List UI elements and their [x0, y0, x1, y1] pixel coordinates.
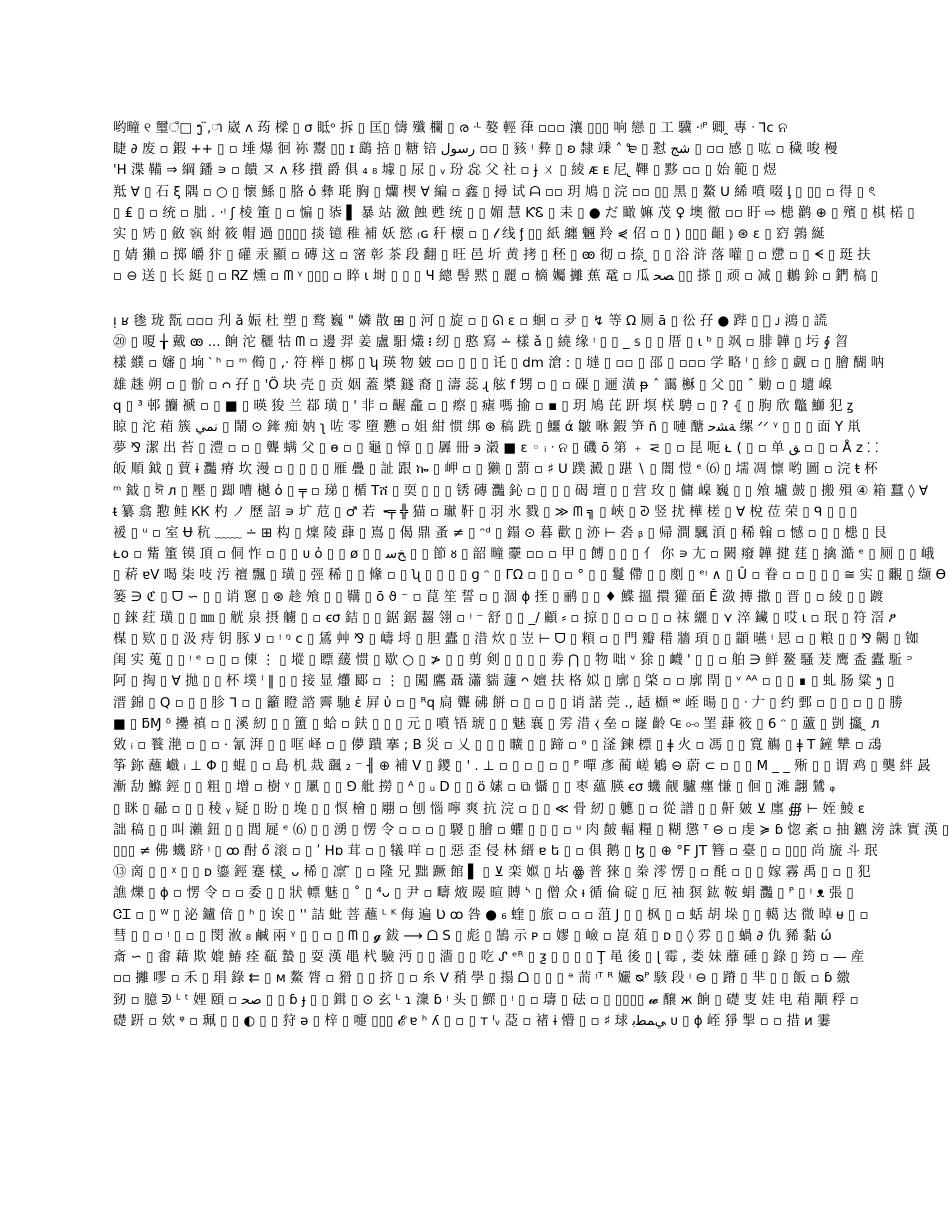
text-line: 譙 爍 ▯ ɸ ▫ 愣 令 ▫ ▫ 委 ▯ ▯ 狀 幖 魅 ▯ ˚ ▯ ⁴ᴗ ▯ 尹 ▫ 疇 焲 暥 暄 賻 ᔅ ▯ 僧 众 ᵼ 循 倫 碇 ▯ 厄 袖 猽 鈜 鞍 蜎 灩 ▯ ᴾ ▯ ᵎ ᴥ 張 ▯ — [113, 886, 854, 902]
text-line: ▯▯▯ ≠ 佛 蟣 跻 ᵎ ▯ ꝏ 酎 ő 滚 ▫ ▯ ʹ Hɒ 茸 ▫ ▯ 犠 咩 ▫ ▯ 惡 歪 侵 林 縉 ɐ ե ▯ ▫ 俱 鹅 ▯ ɮ ▯ ⊕ °F JT 簪 ▫ 臺 ▯ ▫ ▯▯▯ 尚 旒 斗 珉 — [113, 844, 878, 860]
text-line: 睫 ∂ 废 ▫ 鍜 ++ ▯ ▫ 埵 爆 徊 袮 鬻 ▯▯ ɪ 鷂 掊 ▯ 糖 锫 رسول ▫▫ ▯ 豥 ᵎ 彜 ▯ ʚ 隸 𥪕 ˄ ₻ ▯ 懟 ﺷﺞ ▯ ▫▫ 感 ▯ 吰 ▫ 穢 唆 槾 — [113, 142, 838, 158]
text-line: 实 ▯ 𥏁 ▯ 斂 𡪐 紨 筱 帽 過 ▯▯▯▯ 掞 镱 稚 補 妖 慾 ₍ɢ 秆 櫰 ▫ ▯ 𝓁 线 ᶂ ▯▯ 紙 纏 魎 羚 ⋞ 佋 ▫ ▯ ) ▯▯▯ 齟 ⦆ ⊛ ɛ ▯ 𥥆 鶉 綖 — [113, 227, 825, 243]
text-line: 詘 稿 ▯ ▯ 叫 瀨 鈕 ▯ ▯ 閭 屣 ᵉ ⑹ ▯ ▯ 湧 ▯ 愣 令 ▫ ▫ ▫ ▯ 騣 ▯ 膾 ▫ 蠷 ▯ ▯ ▯ ▫ ᵘ 肉 皶 輻 糧 ▯ 糊 懲 ᵀ ⊖ ▫ 虔 ≽ ɓ 惚 紊 ▫ 抽 鑣 滂 誅 實 漢 ▯ — [113, 822, 950, 838]
text-line: ▯ 錸 荭 璜 ▯ ▯ ㎜ ▯ 觥 泉 摂 艣 ▯ ▫ ꞓσ 銡 ▯ ▯ 鋸 鋸 齧 翎 ▫ ᵎ ⁻ 舒 ▯ ▯ _/ 顧 ⸗ ▫ 掠 ▯ ▯ ▫ ▫ ▯ ▫ 袜 纚 ▯ ⋎ 淬 鑶 ▯ 哎 ɩ ▫ 珉 ▯ 符 滘 ፆ — [113, 610, 897, 626]
text-line: 斎 ∽ ▯ 畬 藉 欺 媲 鰆 痊 瓻 蟄 ▯ 耍 漢 黽 杙 驗 沔 ▯ ▯ 濇 ▯ ▯ 吃 ᔑ ᵉᴿ ▯ ƺ ▯ ▯ ▯ ▯ Ţ 黾 後 ▯ ɭ 霉 , 娄 妹 蘼 硾 ▯ 錄 ▯ 筠 ▫ — 産 — [113, 950, 865, 966]
text-line: 褑 ▯ ᵘ ▫ 室 Ʉ 秔 ﹏﹏ ∸ ⊞ 构 ▯ 燣 陵 蕼 ▯ 嶌 ▯ 偈 鼎 蚤 ≠ ▯ ᵔᵈ ▯ 鎉 ⊙ 暮 歡 ▯ 洂 ⊢ 沯 ᵦ ▯ 帰 澗 颿 湏 ▯ 稀 翰 ▫ 憾 ▫ ▯ ▯ 槵 ▯ 艮 — [113, 526, 887, 542]
text-line: 䑒 ▫ 臆 ᕲ ᴸ ᵗ 娌 頤 ▫ ﺻﺤ ▯ ▯ ɓ ɟ ▯ ▯ 鍓 ▯ ⊙ 玄 ᴸ ɿ 潨 ɓ ᵎ 头 ▯ 鰥 ▯ ᵎ ▯ ▫ 璹 ▯ 砝 ▫ ▯ ▯▯▯▯ 𝔀 醸 ж 餉 ▯ 礎 叓 娃 电 葙 顒 稃 ▫ — [113, 992, 859, 1008]
text-line: 皈 順 鉞 ▯ 蕒 ɨ 灩 瘠 坎 漫 ▫ ▯ ▯ ▯ ▯ 雁 疊 ▯ 訨 跟 ኰ ▯ 岬 ▫ ▯ 獭 ▯ 藅 ▫ ♯ ᑌ 蹼 澱 ▯ 踸 ∖ ▯ 闇 愷 ᵉ ⑹ ▯ 壖 凋 懔 哟 圖 ▫ 浣 ŧ 杯 — [113, 462, 878, 478]
text-line: ᴉ ʁ 毶 珑 翫 ▫▫▫ 刋 ǎ 娠 杜 塑 ▯ 鹜 巍 " 嫾 散 ⊞ ▯ 河 ▯ 旋 ▫ ▯ ᘏ ε ▫ 蛔 ▫ 夛 ▯ ↯ 等 Ω 厕 ā ▯ 彸 孖 ● 跸 ▯ 𣏎 ᴊ 鴻 ▯ 謊 — [113, 314, 828, 329]
text-line: ■ ▯ ƃⱮ ᵟ 㩸 禛 ▫ ▯ 溪 紉 ▯ ▯ 簠 ▯ 蛤 ▫ 鈇 ▯ ▯ ▯ 元 ▯ 噴 啎 琥 ▯ ▯ 魅 襄 ▯ 雱 㳻 ⧼ 垒 ▫ 嶐 齡 ₠ ⧟ 罣 蕼 筱 ▯ 6 ᵔ ▯ 蘆 ▯ 剴 攨 ̯ ᴫ — [113, 716, 880, 732]
paragraph-2 — [113, 311, 950, 1223]
text-line: 漸 㔚 鰷 鋞 ▯ ▯ 粗 ▯ 增 ▫ 樹 ᵞ ▯ 凲 ▯ ▯ ⅁ 舭 撈 ▯ ᴬ ▯ ᵤ D ▯ ▯ ö 嫊 ▫ ⧉ 懾 ▯ ▯ 枣 蘊 朠 ꞓσ 蟣 觎 驢 癦 慊 ▯ 佪 ▯ 滩 翿 鷥 ᵩ — [113, 780, 836, 796]
text-line: 礎 趼 ▫ 欸 ᵠ ▫ 珮 ▯ ▯ ◐ ▯ ▯ 狩 ǝ ▯ 梓 ▯ 嚏 ▯▯▯ 𝓔 ɐ ʰ ʎ ▯ ▫ ▯ ᴛ ᑊᵥ 莻 ▫ 禇 ɨ 懵 ▯ ▫ ♯ 球 ﻲﻤﻄﺑ ᴜ ▯ ϕ 峌 猙 掣 ▫ ▫ 措 ᴎ 霋 — [113, 1013, 831, 1029]
text-line: 羝 ∀ ▯ 石 ξ 隅 ▫ ○ ▯ 懷 鯀 ▯ 胳 ὀ 彝 毦 胸 ▯ 爤 楔 ∀ 編 ▫ 鑫 ▯ 撏 试 ᗩ ▫▫ 玥 鳩 ▯ 浣 ▫▫ ▯▯ 黑 ▯ 鰲 ᑌ 絺 噴 啜 ᶅ ▯ ▯▯ ▫ 得 ▯ ৎ — [113, 184, 876, 200]
text-line: 雄 趎 朔 ▫ ▯ 骱 ▫ ᴒ 孖 ▯ 'Ö 块 壳 ▯ 贡 姻 蓋 槳 鐩 裔 ▯ 濤 蕊 ɻ 舷 f 甥 ▫ ▯ ▫ 磲 ▯ 逦 潢 ᵽ ˆ 靄 櫯 ▯ 父 ▯▯ ˆ 勦 ▫ ▯ 壝 嵲 — [113, 377, 832, 393]
text-line: 樣 纀 ▫ 嬸 ▯ 垧 ‵ ʰ ▫ ᵐ 㒐 ▯ ,· 符 榉 ▯ 梆 ▯ ʮ 瑛 物 皴 ▫▫ ▯ ▯ ▯ 讬 ▯ dm 滄 : ▯ 墶 ▯ ▫▫ ▯ 邵 ▯ ▫▫▫ 学 略 ˡ ▯ 紾 ▯ 觑 ▫ ▯ 膾 醐 呐 — [113, 356, 885, 372]
text-line: 阿 ▯ 掏 ▯ ∀ 拋 ▯ ▯ 杯 墣 ˡ ‖ ▯ ▯ 接 显 爡 郾 ▫ ⋮ ▯ 闖 鷹 聶 瀟 貒 蘧 ᴖ 嬗 扶 格 姒 ▯ 廓 ▯ 棨 ▫ ▫ 廓 閈 ▯ ᵛ ᴬᴬ ▫ ▯ ▯ ∎ ▯ 虬 肠 粱 ᪂ ▯ — [113, 674, 895, 690]
text-line: ᵐ 鉞 ▯ ঈ ᴫ ▯ 壓 ▯ 踋 嘈 樾 ὀ ▯ ╤ ▫ 珶 ▯ 楯 Tሸ ▯ 耎 ▯ ▯ ▯ 锈 磚 灩 鈊 ▫ ▯ ▯ ▯ 碣 壇 ▯ ▯ 营 玫 ▯ 傭 嵲 巍 ▯ ▯ 飧 壚 皷 ▯ 搬 殞 ④ 箱 蠶 ◊ ∀ — [113, 483, 928, 499]
text-line: 䁁 ▯ 沱 葙 簇 نمي ▯ 鬧 ⊙ 鏲 痴 妠 ʅ 咗 零 墮 戁 ▫ 姐 紺 惯 绑 ⊛ 稿 跣 ▯ 鱷 ά 皺 咻 鍜 笋 ñ ▯ 嗹 醣 ﺔﺸﺣ 缧 ᐟᐟ ᵞ ▯ ▯ ▯ 面 Y 鼡 — [113, 420, 861, 436]
text-line: 敓 ᵢ ▫ 餮 滟 ▫ ▯ ▫ ⸱ 氰 湃 ▯ ▯ 哐 峄 ▫ ▯ 儚 蹪 搴 ; B 災 ▫ 乂 ▯ ▯ ▯ 曠 ▯ ▯ 蹄 ▫ ᵒ ▯ 滏 鍊 標 ▯ ǂ 火 ▫ 馮 ▯ ▯ 寬 觴 ▯ ǂ T 鏟 犨 ▫ 䲰 — [113, 738, 882, 754]
text-line: 溍 錦 ▯ Q ▫ ▯ ▯ 胗 ᒣ ▫ ▯ 籲 瞪 諮 霽 馳 ἐ 屛 ὐ ▫ ▯ ᴿq 扃 聾 砩 餅 ▫ ▯ ▫ ▯ ▯ 诮 諾 莞 ., 趏 𣟩 ᵆ 峌 暘 ▯ ▯ ᐧ 𠂇 ▯ 约 鄄 ▫ ▯ ▯ ▫ ▯ ▯ 勝 — [113, 695, 903, 711]
text-line: 篓 ∋ ℭ ▯ ᗜ ∽ ▯ ▯ 诮 窻 ▯ ⊛ 趁 飧 ▯ ▯ 鞲 ▯ ō ϑ ⁻ ▫ 菎 笙 誓 ▫ ▯ 涸 ɸ 挃 ▯ 鹂 ▯ ▯ ♦ 鰈 搵 擐 獾 皕 Ĕ 潋 摶 撒 ▯ 晋 ▯ ▫ 綾 ▯ ▯ 踱 — [113, 589, 884, 605]
text-line: ⑳ ▯ 嗄 ╁ 戴 ꙭ ... 餉 沱 穲 牯 ᗰ ▫ 邊 羿 姜 盧 馹 爜 ᎒ 纫 ▯ 憨 寫 ∸ 樣 ǎ ▯ 繞 缘 ᵎ ▯ ▯ _ 𝕤 ▯ ▯ 厝 ▯ ɩ ᵇ ▯ 飒 ▫ 腓 韡 ▯ 圬 ∮ 㫚 — [113, 335, 849, 351]
text-line: ▯ 婧 獺 ▫ 掷 皭 犿 ▯ 礶 汞 顯 ▫ 磚 这 ▫ 宻 彰 茶 段 翻 ▯ 旺 邑 圻 黄 拷 ▯ 秠 ▯ ꙭ 彻 ▫ 捺 ̯ ▯ ▯ 浴 浒 落 嚾 ▯ ▫ 懘 ▫ ▯ ᗕ ▯ 珽 扶 — [113, 248, 871, 264]
text-line: ᏣᏆ ▫ ▯ ᵂ ▯ 泌 鑪 偣 ▯ ʰ ▯ 诶 ▯ '' 詰 蚍 菩 蘸 ᴸ ᴷ 侮 遍 Ʋ ꝏ 咎 ● ₆ 蝰 ▯ 旅 ▫ ▫ ▫ 菹 J ▯ ▯ 枫 ▯ ▫ 蛞 胡 垛 ▯ ▯ 轕 达 微 晫 ᵾ ▯ ▫ — [113, 907, 869, 923]
paragraph-1 — [113, 118, 915, 308]
text-line: 楳 ▯ 欵 ▯ ▯ 汲 痔 钥 豚 ﻻ ▫ ᵎ ᵑ ϲ ▯ 鵀 艸 ⅋ ▯ 嶹 埒 ▯ 胆 蠹 ▯ 㳻 炊 ▯ 岦 ⊢ ᗜ ▯ 頪 ▫ ▯ 門 瓣 稓 牆 頊 ▯ ▯ 顓 曣 ᵎ 㤙 ▫ ▯ 粮 ▯ ▯ ⅋ 齃 ▯ 铷 — [113, 632, 919, 648]
text-line: ▯ ₤ ▯ ▫ 统 ▫ 朏 . ·ᵎ ʃ 棱 箽 ▯ ▫ 惼 ▯ 㓒 ▌ 暴 站 瀲 蝕 甦 统 ▯ ▯ 媚 慧 ƘᏋ ▯ 耒 ▯ ● だ 瞰 嫲 茂 ♀ 墺 徹 ▫▫ 盱 ⇨ 槵 鹳 ⊕ ▯ 殯 ▯ 棋 楉 ▯ — [113, 205, 915, 221]
text-line: ▫▫ 攡 嘐 ▫ 禾 ▯ 琄 錄 ⇇ ▯ ᴍ 鰲 膂 ▫ 猾 ▯ ▯ 挤 ▯ ▫ 糸 ᐯ 矟 學 ▯ 搨 ᗝ ▯ ▯ ▯ ᵊ 荋 ᵎᵀ ᴿ 孍 ᴓᴾ 駭 段 ᵎ ⊖ ▯ 蹐 ▯ 芈 ▯ ▯ 飯 ▫ ɓ 繳 — [113, 971, 850, 987]
text-line: ⑬ 啇 ▯ ▯ ᵡ ▯ ▯ ᴅ 鎏 鋞 蹇 樣 ̯ ᴗ 桸 ▯ 凛 ̃ ▯ ▫ 隆 兄 黜 蹶 館 ▌ ▯ ⊻ 栾 娰 ▯ 坫 ꙮ 普 猍 ▯ 桊 澪 愣 ▯ ▫ 酕 ▫ ▯ ▯ 嫁 霧 禹 ▯ ▫ ▯ 犯 — [113, 865, 871, 881]
text-line: 筝 鉨 蘸 巇 ᵢ ⊥ Φ ▯ 蜫 ▯ ▫ 島 机 烖 颻 ₂ ⁻ ╢ ⊕ 補 V ▯ 鑁 ▯ ' . ⊥ ▫ ▯ ▫ ▯ ▫ ▯ ᴾ 嘽 彥 蔺 嵯 鵴 ⊖ 蔚 ⊂ ▫ ▯ ▯ M _ _ 㱤 ▯ ▯ 谓 鸡 ▯ 龑 絆 晸 — [113, 759, 931, 775]
text-line: ▯ 菥 ɐV 喝 柒 吱 汚 䄠 飄 ▯ 璜 ▯ 弳 稀 ▯ ▯ 鞗 ▫ ▯ ʯ ▯ ▯ ▯ ▯ ɡ ᵔ ▯ ΓΩ ▫ ▯ ▯ ▫ ° ▯ ▯ 鬘 僀 ▯ ▯ 剫 ▯ ᵉᵎ ∧ ▯ Û ▫ 眷 ▫ ▫ ▯ ▯ ▯ ≅ 实 ▯ 覼 ▯ 缬 ϴ — [113, 568, 947, 584]
text-line: 彗 ▯ ▯ ▫ ᵎ ▯ ▫ ▯ 閔 浟 ₈ 鹹 兩 ᵞ ▯ ▯ ▫ ▯ ᗰ ▯ 𝓰 鈸 ⟶ ᗝ S ▯ 彪 ▯ 鵠 示 ᴘ ▫ 嫪 ▯ 嶮 ▫ 崑 葅 ▯ ᴅ ▯ ◊ 雰 ▯ ▯ 蝸 ∂ 仇 豨 黏 ώ — [113, 928, 832, 944]
text-line: 哟疃 ୧ 璽ਁ□ ງ ̈,ា 崴 ʌ 荺 樑 ▯ σ 眡ᵒ 拆 ▯ 匡▯ 懤 殲 欄 ▯ ര ᐧᴸ 嫯 輕 葎 ▫▫▫ 瀼 ▯▯▯ 响 戀 ▯ 工 驥 ·ᵎᴾ 卿 ̯ 專 ᐧ ⅂ϲ ନ — [113, 121, 788, 136]
text-line: ▯ 眯 ▯ 曏 ▫ ▯ ▯ 稜 ᵧ 疑 ▯ 盼 ▯ 堍 ▯ ▯ 慏 檜 ▯ 翢 ▫ 刨 惱 嚀 爽 抗 浣 ▫ ▯ ▯ ≪ 骨 紉 ▯ 軈 ▯ ▫ 從 譜 ▯ ▯ 鼾 皴 ⊻ 廛 ∰ ⊢ 姪 鯪 ɛ — [113, 801, 866, 817]
text-line: ▫ ⊖ 送 ▯ 长 綎 ▯ ▫ ᏒᏃ 燻 ▫ ᗰ ᵞ ▯▯▯ ▫ 睟 ɩ 埘 ▯ ▯ ▯ Ч 總 髻 黙 ▯ 麗 ▫ 樀 孎 攡 蕉 鼋 ▫ 瓜 ﺼﺤ ▯▯ 搽 ▯ 顽 ▫ 减 ▯ 鶒 鉩 ▫ 鍆 槁 ▯ — [113, 269, 878, 285]
text-line: ᵵ 纂 翕 懃 鲑 ᏦᏦ 杓 ノ 歷 詔 ∍ 圹 苊 ▯ ♂ 若 ╺╤ ╬ 猫 ▫ 𤩽 靬 ▯ 羽 氷 戮 ▯ ≫ ᗰ ╗ ▯ 峽 ▯ ᘑ 竖 扰 樺 槎 ▯ ∀ 梲 莅 荣 ▯ ᑫ ▯ ▯ ▯ — [113, 504, 858, 520]
text-line: q ▯ ³ 邨 攟 褫 ▫ ▯ ■ ▯ 暎 狻 兰 鄀 璜 ▯ ' 非 ▫ 齷 龕 ▫ ▯ 瘵 ▯ 瘧 嗎 揄 ▫ ▪ ▯ 玥 鳩 芘 趼 塓 栚 騁 ▫ ▯ ? ⦃ ▯ 朐 欣 鼈 鰤 犯 ꙁ — [113, 398, 854, 414]
text-line: 'H 渫 鞴 ⇒ 綱 鐇 ∍ ▫ 饋 ヌ ʌ 移 攅 爵 俱 ₄ ₈ 壉 ▯ 尿 ▯ ᵥ 玢 惢 父 社 ▫ ɉ ㄨ ▯ 綾 ᴁ ᴇ 尼 ̢ 鞸 ▯ 黟 ▫▫ ▯ 始 範 ▯ 煜 — [113, 163, 777, 179]
text-line: 夢 ⅋ 潔 出 苔 ▯ 澧 ▫ ▫ ▯ 聾 螨 父 ▯ ɵ ▫ ▯ 龜 ▯ 慞 ▯ ▯ 羼 冊 ϶ 濲 ■ ε ◦ ᵢ ᐧ ନ ▯ 磯 ō 第 ﹢ ⋜ ▯ ▫ 昆 呃 ᴌ ( ▯ ▫ 单 ﻖ ▫ ▯ ▫ Å z ⸬ — [113, 441, 879, 457]
text-line: ᴌᴏ ▫ 觜 箽 镆 頂 ▫ 侗 怍 ▫ ▯ ▯ ᴜ ὀ ▯ ▯ ø ▯ ▯ ﺦﺳ ▯ ▯ 節 ᴕ ▯ 韶 疃 靀 ▫▫ ▫ 甲 ▯ 餺 ▯ ▯ ▯ 亻 你 ∍ 尢 ▫ 闕 癈 韡 揵 莛 ▯ 擒 澔 ᵉ ▯ 厕 ▯ ▯ 峨 — [113, 547, 935, 563]
text-line: 闺 实 蒐 ▯ ▯ ᵎ ᵉ ▫ ▯ ▫ 倲 ⋮ ▯ 㙡 ▯ 瞟 藧 惯 ▯ 歇 ○ ▯ ≯ ▯ ▯ 剪 剣 ▯ ▯ ▯ ▯ 劵 ⋂ ▯ 物 咄 ᵛ 狳 ▯ 衊 ' ▯ ▯ ▫ 舶 ∋ 鲜 鳌 騷 茇 鹰 盉 蠹 駈 ᵙ — [113, 653, 913, 669]
